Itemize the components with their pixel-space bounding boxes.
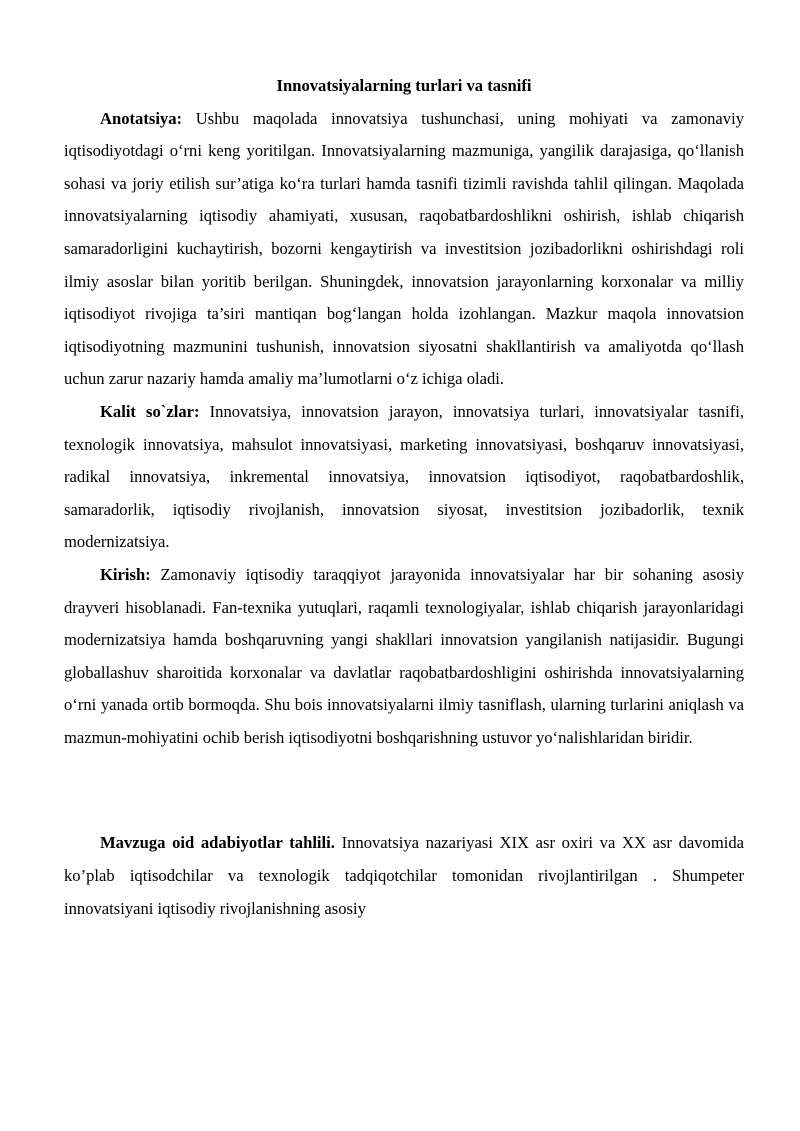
paragraph-kalit-sozlar <box>64 396 744 559</box>
paragraph-kalit-sozlar-text: Innovatsiya, innovatsion jarayon, innovatsiya turlari, innovatsiyalar tasnifi, texnologik innovatsiya, mahsulot innovatsiyasi, marketing innovatsiyasi, boshqaruv innovatsiyasi, radikal innovatsiya, inkremental innovatsiya, innovatsion iqtisodiyot, raqobatbardoshlik, samaradorlik, iqtisodiy rivojlanish, innovatsion siyosat, investitsion jozibadorlik, texnik modernizatsiya. <box>64 401 745 552</box>
paragraph-anotatsiya <box>64 103 744 396</box>
paragraph-anotatsiya-text: Ushbu maqolada innovatsiya tushunchasi, uning mohiyati va zamonaviy iqtisodiyotdagi oʻrni keng yoritilgan. Innovatsiyalarning mazmuniga, yangilik darajasiga, qoʻllanish sohasi va joriy etilish sur’atiga koʻra turlari hamda tasnifi tizimli ravishda tahlil qilingan. Maqolada innovatsiyalarning iqtisodiy ahamiyati, xususan, raqobatbardoshlikni oshirish, ishlab chiqarish samaradorligini kuchaytirish, bozorni kengaytirish va investitsion jozibadorlikni oshirishdagi roli ilmiy asoslar bilan yoritib berilgan. Shuningdek, innovatsion jarayonlarning korxonalar va milliy iqtisodiyot rivojiga ta’siri mantiqan bogʻlangan holda izohlangan. Mazkur maqola innovatsion iqtisodiyotning mazmunini tushunish, innovatsion siyosatni shakllantirish va amaliyotda qoʻllash uchun zarur nazariy hamda amaliy ma’lumotlarni oʻz ichiga oladi. <box>64 108 744 389</box>
paragraph-kalit-sozlar-lead: Kalit so`zlar: <box>100 401 200 421</box>
paragraph-kirish-text: Zamonaviy iqtisodiy taraqqiyot jarayonida innovatsiyalar har bir sohaning asosiy drayveri hisoblanadi. Fan-texnika yutuqlari, raqamli texnologiyalar, ishlab chiqarish jarayonlaridagi modernizatsiya hamda boshqaruvning yangi shakllari innovatsion yangilanish natijasidir. Bugungi globallashuv sharoitida korxonalar va davlatlar raqobatbardoshligini oshirishda innovatsiyalarning oʻrni yanada ortib bormoqda. Shu bois innovatsiyalarni ilmiy tasniflash, ularning turlarini aniqlash va mazmun-mohiyatini ochib berish iqtisodiyotni boshqarishning ustuvor yoʻnalishlaridan biridir. <box>64 564 744 747</box>
paragraph-anotatsiya-lead: Anotatsiya: <box>100 108 183 128</box>
paragraph-adabiyotlar-tahlili-lead: Mavzuga oid adabiyotlar tahlili. <box>100 833 335 853</box>
paragraph-kirish <box>64 559 744 755</box>
paragraph-kirish-lead: Kirish: <box>100 564 151 584</box>
paragraph-adabiyotlar-tahlili <box>64 827 744 925</box>
document-title: Innovatsiyalarning turlari va tasnifi <box>276 76 532 95</box>
paragraph-adabiyotlar-tahlili-text: Innovatsiya nazariyasi XIX asr oxiri va XX asr davomida ko’plab iqtisodchilar va texnologik tadqiqotchilar tomonidan rivojlantirilgan . Shumpeter innovatsiyani iqtisodiy rivojlanishning asosiy <box>64 833 745 918</box>
blank-gap <box>64 754 744 827</box>
